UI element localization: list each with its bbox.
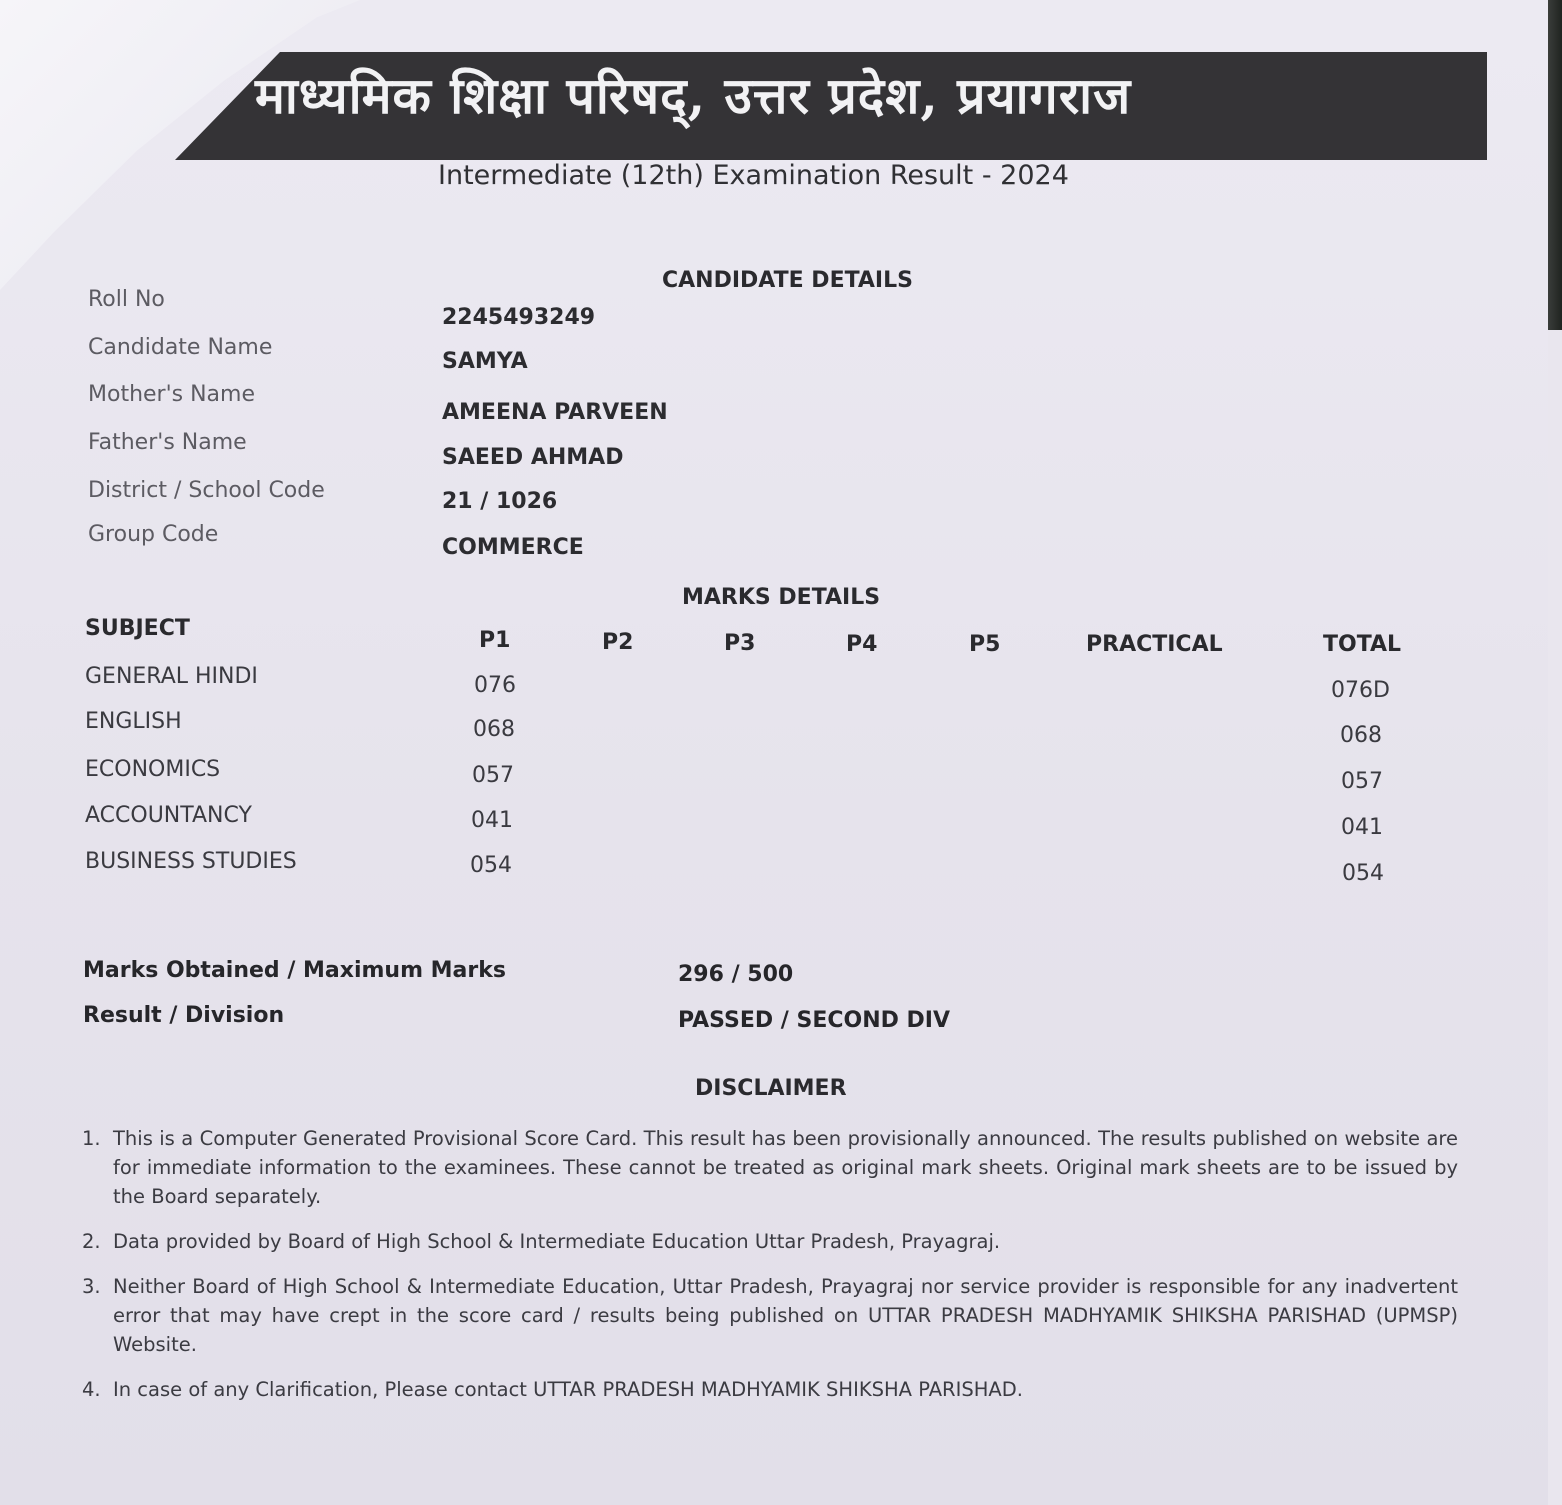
disclaimer-heading: DISCLAIMER bbox=[695, 1076, 847, 1101]
candidate-details-heading: CANDIDATE DETAILS bbox=[662, 268, 913, 293]
result-division-label: Result / Division bbox=[83, 1003, 285, 1028]
disclaimer-item bbox=[82, 1124, 1458, 1211]
column-header-p3: P3 bbox=[724, 631, 756, 656]
group-code-value: COMMERCE bbox=[442, 535, 584, 560]
subject-name: ACCOUNTANCY bbox=[85, 803, 252, 828]
mother-name-label: Mother's Name bbox=[88, 382, 255, 407]
subject-total-mark: 076D bbox=[1331, 678, 1390, 703]
subject-p1-mark: 041 bbox=[471, 808, 513, 833]
disclaimer-item-text: Neither Board of High School & Intermediate Education, Uttar Pradesh, Prayagraj nor service provider is responsible for any inadvertent error that may have crept in the score card / results being published on UTTAR PRADESH MADHYAMIK SHIKSHA PARISHAD (UPMSP) Website. bbox=[113, 1275, 1458, 1356]
subject-name: BUSINESS STUDIES bbox=[85, 849, 297, 874]
disclaimer-item-text: This is a Computer Generated Provisional Score Card. This result has been provisionally announced. The results published on website are for immediate information to the examinees. These cannot be treated as original mark sheets. Original mark sheets are to be issued by the Board separately. bbox=[113, 1127, 1458, 1208]
subject-p1-mark: 054 bbox=[470, 853, 512, 878]
subject-total-mark: 054 bbox=[1342, 861, 1384, 886]
subject-total-mark: 057 bbox=[1341, 769, 1383, 794]
mother-name-value: AMEENA PARVEEN bbox=[442, 400, 668, 425]
disclaimer-item-number: 2. bbox=[82, 1230, 101, 1253]
roll-no-value: 2245493249 bbox=[442, 305, 596, 330]
candidate-name-value: SAMYA bbox=[442, 349, 528, 374]
column-header-subject: SUBJECT bbox=[85, 616, 190, 641]
subject-p1-mark: 076 bbox=[474, 673, 516, 698]
result-division-value: PASSED / SECOND DIV bbox=[678, 1008, 951, 1033]
disclaimer-item bbox=[82, 1272, 1458, 1359]
father-name-label: Father's Name bbox=[88, 430, 247, 455]
disclaimer-item bbox=[82, 1375, 1458, 1404]
group-code-label: Group Code bbox=[88, 522, 219, 547]
background-edge bbox=[1548, 0, 1562, 330]
candidate-name-label: Candidate Name bbox=[88, 335, 273, 360]
subject-total-mark: 041 bbox=[1341, 815, 1383, 840]
disclaimer-list bbox=[82, 1124, 1458, 1420]
exam-title: Intermediate (12th) Examination Result - 2024 bbox=[438, 160, 1069, 191]
marks-obtained-label: Marks Obtained / Maximum Marks bbox=[83, 958, 506, 983]
column-header-practical: PRACTICAL bbox=[1086, 632, 1223, 657]
disclaimer-item bbox=[82, 1227, 1458, 1256]
subject-p1-mark: 057 bbox=[472, 763, 514, 788]
subject-name: ECONOMICS bbox=[85, 757, 221, 782]
disclaimer-item-text: Data provided by Board of High School & Intermediate Education Uttar Pradesh, Prayagraj. bbox=[113, 1230, 1001, 1253]
disclaimer-item-number: 1. bbox=[82, 1127, 101, 1150]
column-header-total: TOTAL bbox=[1323, 632, 1402, 657]
subject-name: GENERAL HINDI bbox=[85, 664, 258, 689]
column-header-p1: P1 bbox=[479, 628, 511, 653]
subject-name: ENGLISH bbox=[85, 709, 182, 734]
father-name-value: SAEED AHMAD bbox=[442, 445, 624, 470]
column-header-p2: P2 bbox=[602, 630, 634, 655]
disclaimer-item-text: In case of any Clarification, Please contact UTTAR PRADESH MADHYAMIK SHIKSHA PARISHAD. bbox=[113, 1378, 1023, 1401]
board-title: माध्यमिक शिक्षा परिषद्, उत्तर प्रदेश, प्रयागराज bbox=[255, 66, 1132, 125]
district-school-code-label: District / School Code bbox=[88, 478, 325, 503]
subject-p1-mark: 068 bbox=[473, 717, 515, 742]
roll-no-label: Roll No bbox=[88, 287, 165, 312]
marks-details-heading: MARKS DETAILS bbox=[682, 585, 881, 610]
column-header-p5: P5 bbox=[969, 632, 1001, 657]
district-school-code-value: 21 / 1026 bbox=[442, 489, 558, 514]
column-header-p4: P4 bbox=[846, 632, 878, 657]
disclaimer-item-number: 3. bbox=[82, 1275, 101, 1298]
marks-obtained-value: 296 / 500 bbox=[678, 962, 794, 987]
disclaimer-item-number: 4. bbox=[82, 1378, 101, 1401]
subject-total-mark: 068 bbox=[1340, 723, 1382, 748]
